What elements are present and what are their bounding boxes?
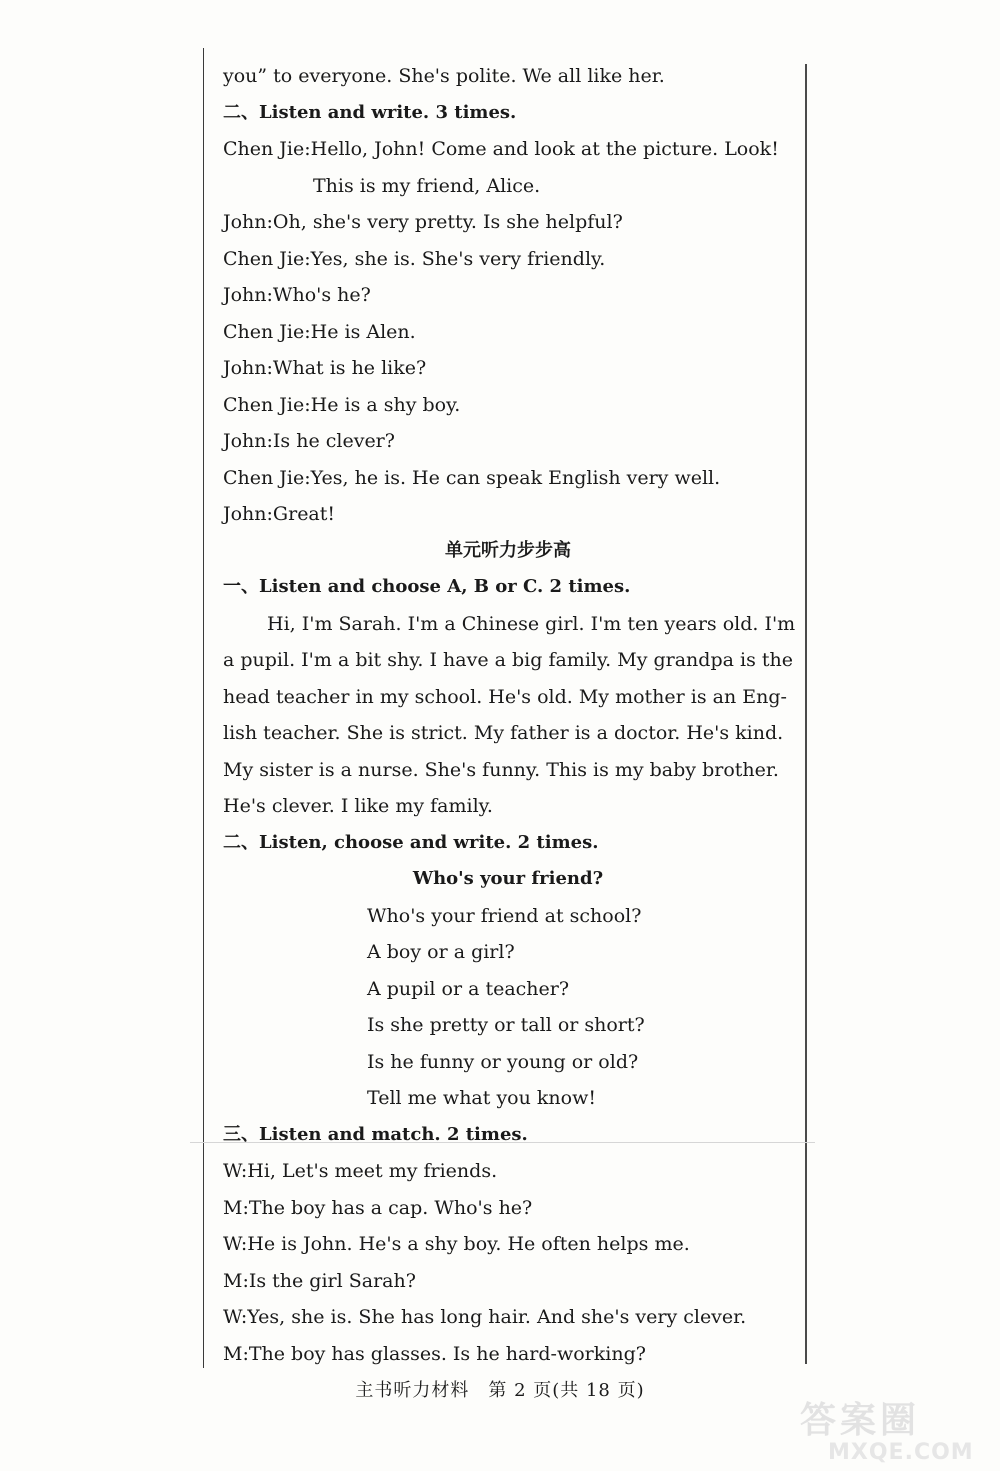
unit-title: 单元听力步步高: [445, 539, 571, 561]
section-heading: 一、Listen and choose A, B or C. 2 times.: [223, 576, 631, 597]
right-margin-rule: [805, 64, 807, 1364]
section-heading: 二、Listen, choose and write. 2 times.: [223, 831, 599, 853]
left-margin-rule: [203, 48, 204, 1368]
section-heading: 二、Listen and write. 3 times.: [223, 101, 517, 123]
poem-line: Is he funny or young or old?: [367, 1050, 639, 1073]
dialogue-line: M:The boy has glasses. Is he hard-working?: [223, 1342, 646, 1365]
watermark-logo-text: 答案圈: [800, 1400, 921, 1441]
dialogue-line: Chen Jie:He is Alen.: [223, 320, 416, 343]
page-footer: 主书听力材料 第 2 页(共 18 页): [355, 1380, 645, 1401]
poem-line: Who's your friend at school?: [367, 904, 642, 927]
paragraph-line: lish teacher. She is strict. My father is a doctor. He's kind.: [223, 722, 784, 744]
dialogue-line: M:The boy has a cap. Who's he?: [223, 1196, 533, 1219]
paragraph-line: My sister is a nurse. She's funny. This is my baby brother.: [223, 758, 779, 781]
poem-line: Is she pretty or tall or short?: [367, 1014, 645, 1036]
dialogue-line: John:Great!: [223, 503, 336, 525]
poem-line: A pupil or a teacher?: [367, 977, 570, 1000]
text-line: you” to everyone. She's polite. We all like her.: [223, 65, 665, 87]
paragraph-line: Hi, I'm Sarah. I'm a Chinese girl. I'm ten years old. I'm: [267, 612, 796, 635]
listening-script: [223, 58, 796, 1372]
watermark-url: MXQE.COM: [828, 1440, 974, 1465]
paragraph-line: head teacher in my school. He's old. My mother is an Eng-: [223, 685, 787, 708]
paragraph-line: He's clever. I like my family.: [223, 795, 493, 817]
dialogue-line: M:Is the girl Sarah?: [223, 1269, 416, 1292]
dialogue-line-continued: This is my friend, Alice.: [313, 174, 541, 197]
watermark-logo: [800, 1392, 990, 1467]
dialogue-line: John:Oh, she's very pretty. Is she helpful?: [223, 211, 623, 233]
dialogue-line: John:Is he clever?: [223, 430, 395, 452]
poem-title: Who's your friend?: [412, 868, 604, 889]
dialogue-line: Chen Jie:Hello, John! Come and look at the picture. Look!: [223, 138, 779, 160]
dialogue-line: W:Hi, Let's meet my friends.: [223, 1160, 498, 1182]
dialogue-line: Chen Jie:Yes, he is. He can speak English very well.: [223, 466, 721, 489]
dialogue-line: John:What is he like?: [223, 357, 427, 379]
dialogue-line: John:Who's he?: [223, 284, 371, 306]
paragraph-line: a pupil. I'm a bit shy. I have a big family. My grandpa is the: [223, 649, 793, 671]
poem-line: A boy or a girl?: [367, 941, 515, 963]
dialogue-line: W:He is John. He's a shy boy. He often helps me.: [223, 1233, 690, 1255]
dialogue-line: Chen Jie:Yes, she is. She's very friendly.: [223, 247, 606, 270]
dialogue-line: W:Yes, she is. She has long hair. And she's very clever.: [223, 1306, 747, 1328]
poem-line: Tell me what you know!: [367, 1087, 596, 1109]
section-heading: 三、Listen and match. 2 times.: [223, 1123, 528, 1145]
dialogue-line: Chen Jie:He is a shy boy.: [223, 393, 461, 416]
